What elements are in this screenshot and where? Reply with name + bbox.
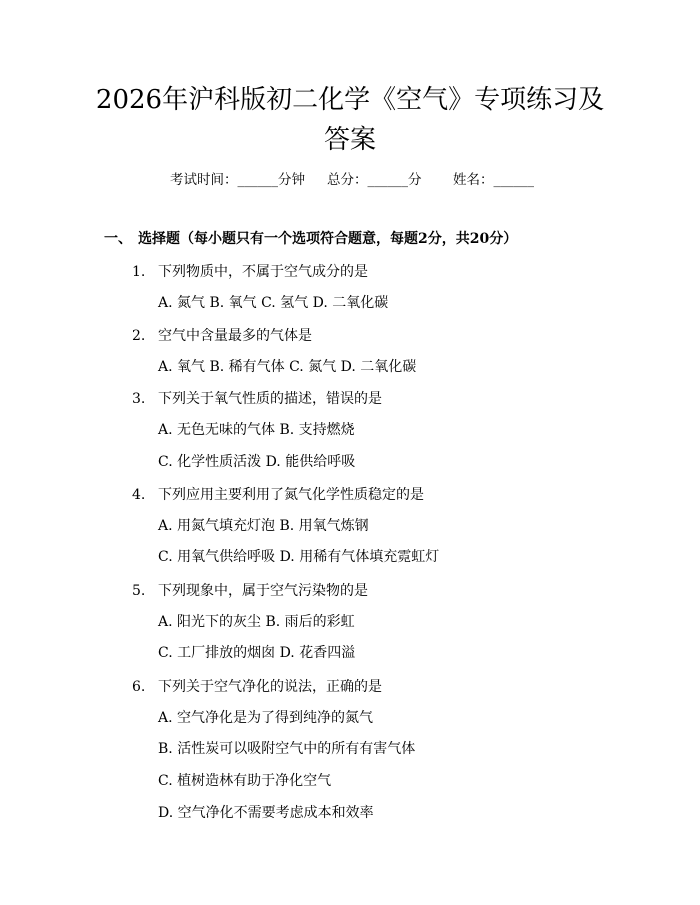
question-number: 5.: [132, 583, 146, 599]
title-line-2: 答案: [323, 125, 376, 155]
question-5: [132, 580, 368, 600]
question-text: 空气中含量最多的气体是: [158, 328, 312, 344]
question-5-options-line-1: A. 阳光下的灰尘 B. 雨后的彩虹: [158, 614, 355, 630]
question-3-options-line-2: C. 化学性质活泼 D. 能供给呼吸: [158, 454, 356, 470]
document-title: [60, 80, 640, 160]
question-text: 下列现象中，属于空气污染物的是: [158, 583, 368, 599]
section-number: 一、: [104, 231, 132, 247]
question-number: 1.: [132, 264, 146, 280]
question-5-options-line-2: C. 工厂排放的烟囱 D. 花香四溢: [158, 645, 356, 661]
section-title: 选择题（每小题只有一个选项符合题意，每题2分，共20分）: [138, 231, 518, 247]
question-6-option-d: D. 空气净化不需要考虑成本和效率: [158, 805, 374, 821]
student-name-label: 姓名：______: [453, 172, 534, 188]
question-1: [132, 261, 368, 281]
question-6-option-c: C. 植树造林有助于净化空气: [158, 773, 332, 789]
question-6: [132, 676, 382, 696]
question-text: 下列关于氧气性质的描述，错误的是: [158, 391, 382, 407]
exam-time-label: 考试时间：______分钟: [170, 172, 305, 188]
question-6-option-b: B. 活性炭可以吸附空气中的所有有害气体: [158, 741, 416, 757]
question-2-options-line-1: A. 氧气 B. 稀有气体 C. 氮气 D. 二氧化碳: [158, 359, 417, 375]
question-1-options-line-1: A. 氮气 B. 氧气 C. 氢气 D. 二氧化碳: [158, 295, 389, 311]
total-score-label: 总分：______分: [327, 172, 422, 188]
question-number: 2.: [132, 328, 146, 344]
question-4-options-line-1: A. 用氮气填充灯泡 B. 用氧气炼钢: [158, 518, 369, 534]
question-4-options-line-2: C. 用氧气供给呼吸 D. 用稀有气体填充霓虹灯: [158, 549, 440, 565]
question-3: [132, 388, 382, 408]
question-6-option-a: A. 空气净化是为了得到纯净的氮气: [158, 710, 374, 726]
question-2: [132, 325, 312, 345]
question-number: 4.: [132, 487, 146, 503]
question-number: 3.: [132, 391, 146, 407]
question-number: 6.: [132, 679, 146, 695]
question-4: [132, 484, 424, 504]
question-3-options-line-1: A. 无色无味的气体 B. 支持燃烧: [158, 422, 355, 438]
question-text: 下列物质中，不属于空气成分的是: [158, 264, 368, 280]
section-heading: [104, 228, 517, 248]
question-text: 下列关于空气净化的说法，正确的是: [158, 679, 382, 695]
question-text: 下列应用主要利用了氮气化学性质稳定的是: [158, 487, 424, 503]
title-line-1: 2026年沪科版初二化学《空气》专项练习及: [95, 85, 605, 115]
